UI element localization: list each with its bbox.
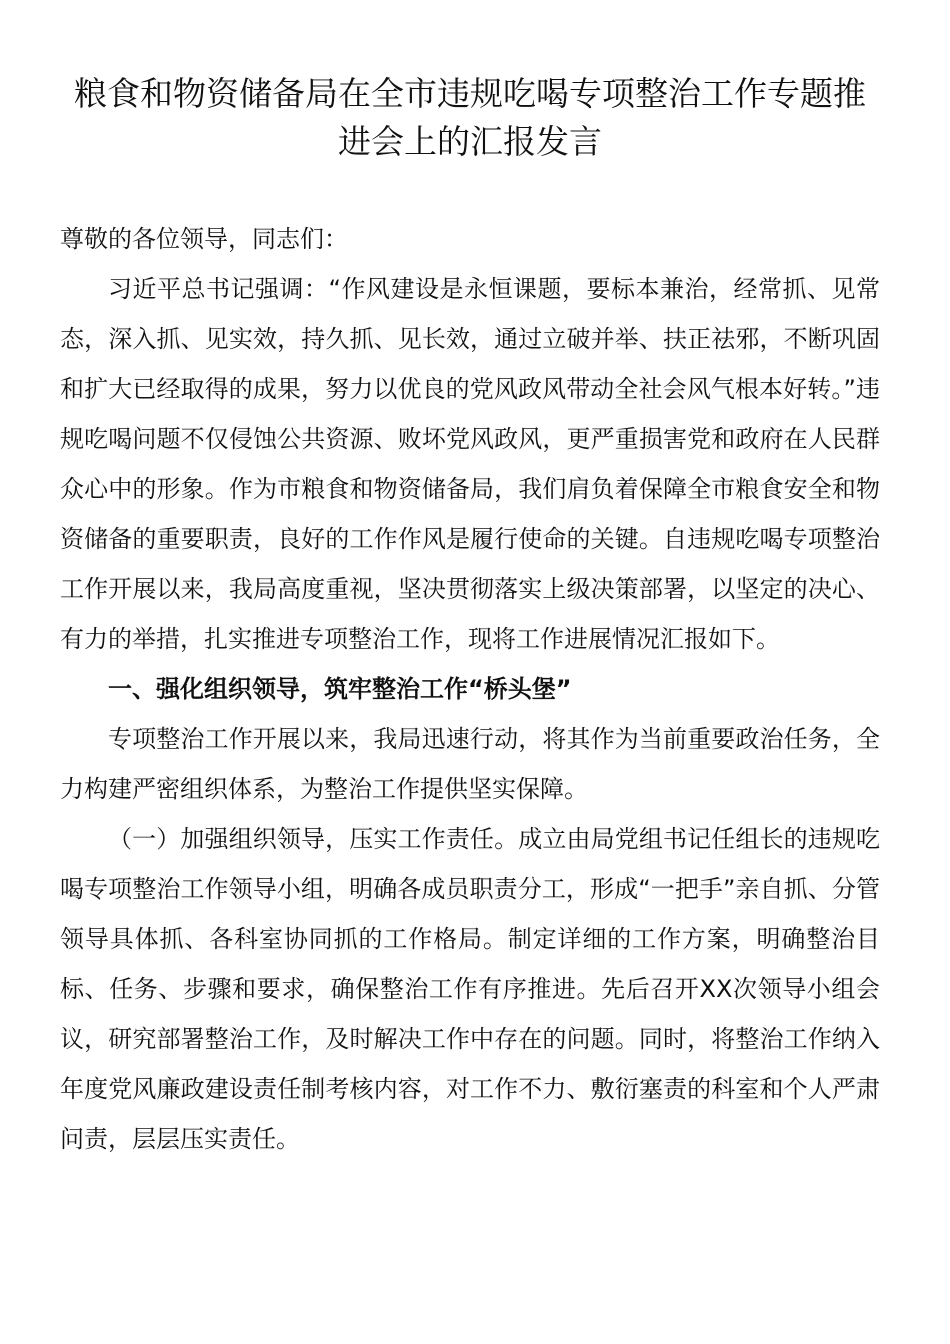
document-header <box>60 70 880 166</box>
intro-paragraph: 习近平总书记强调：“作风建设是永恒课题，要标本兼治，经常抓、见常态，深入抓、见实效，持久抓、见长效，通过立破并举、扶正祛邪，不断巩固和扩大已经取得的成果，努力以优良的党风政风带动全社会风气根本好转。”违规吃喝问题不仅侵蚀公共资源、败坏党风政风，更严重损害党和政府在人民群众心中的形象。作为市粮食和物资储备局，我们肩负着保障全市粮食安全和物资储备的重要职责，良好的工作作风是履行使命的关键。自违规吃喝专项整治工作开展以来，我局高度重视，坚决贯彻落实上级决策部署，以坚定的决心、有力的举措，扎实推进专项整治工作，现将工作进展情况汇报如下。 <box>60 275 880 653</box>
document-title: 粮食和物资储备局在全市违规吃喝专项整治工作专题推进会上的汇报发言 <box>74 74 866 161</box>
document-body <box>60 214 880 1164</box>
section-1-intro: 专项整治工作开展以来，我局迅速行动，将其作为当前重要政治任务，全力构建严密组织体系，为整治工作提供坚实保障。 <box>60 725 880 803</box>
salutation: 尊敬的各位领导，同志们： <box>60 225 348 253</box>
section-1-item-1: （一）加强组织领导，压实工作责任。成立由局党组书记任组长的违规吃喝专项整治工作领导小组，明确各成员职责分工，形成“一把手”亲自抓、分管领导具体抓、各科室协同抓的工作格局。制定详细的工作方案，明确整治目标、任务、步骤和要求，确保整治工作有序推进。先后召开XX次领导小组会议，研究部署整治工作，及时解决工作中存在的问题。同时，将整治工作纳入年度党风廉政建设责任制考核内容，对工作不力、敷衍塞责的科室和个人严肃问责，层层压实责任。 <box>60 825 880 1153</box>
section-heading-1: 一、强化组织领导，筑牢整治工作“桥头堡” <box>108 675 572 703</box>
